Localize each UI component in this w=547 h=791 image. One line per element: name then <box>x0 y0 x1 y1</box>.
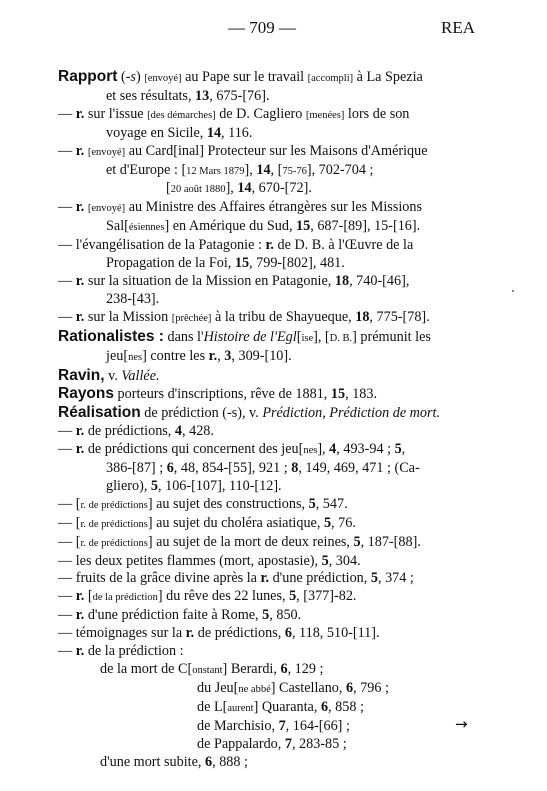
index-subitem: de L[aurent] Quaranta, 6, 858 ; <box>197 698 364 715</box>
page-header <box>0 18 547 42</box>
index-subentry: — r. sur l'issue [des démarches] de D. Cagliero [menées] lors de son voyage en Sicile, 14, 116. <box>58 105 410 141</box>
index-subitem: de Pappalardo, 7, 283-85 ; <box>197 735 347 752</box>
index-subentry: — r. [envoyé] au Card[inal] Protecteur sur les Maisons d'Amérique et d'Europe : [12 Mars 1879], 14, [75-76], 702-704 ; [20 août 1880], 14, 670-[72]. <box>58 142 428 197</box>
index-subentry: — r. [envoyé] au Ministre des Affaires étrangères sur les Missions Sal[ésiennes] en Amérique du Sud, 15, 687-[89], 15-[16]. <box>58 199 422 235</box>
index-column <box>58 68 458 771</box>
index-subentry: — [r. de prédictions] au sujet de la mort de deux reines, 5, 187-[88]. <box>58 533 421 550</box>
index-subentry: — [r. de prédictions] au sujet du choléra asiatique, 5, 76. <box>58 514 356 531</box>
index-subentry: — [r. de prédictions] au sujet des constructions, 5, 547. <box>58 495 348 512</box>
index-subentry: — r. sur la Mission [prêchée] à la tribu de Shayueque, 18, 775-[78]. <box>58 308 430 325</box>
index-entry-rapport: Rapport (-s) [envoyé] au Pape sur le travail [accompli] à La Spezia et ses résultats, 13, 675-[76]. <box>58 68 423 104</box>
index-subentry: — témoignages sur la r. de prédictions, 6, 118, 510-[11]. <box>58 625 380 642</box>
index-subitem: d'une mort subite, 6, 888 ; <box>100 753 248 770</box>
index-subitem: du Jeu[ne abbé] Castellano, 6, 796 ; <box>197 679 389 696</box>
index-entry-rayons: Rayons porteurs d'inscriptions, rêve de 1881, 15, 183. <box>58 385 378 403</box>
page-number: — 709 — <box>228 18 296 37</box>
index-subitem: de Marchisio, 7, 164-[66] ; <box>197 717 350 734</box>
index-subentry: — r. de la prédiction : <box>58 643 184 660</box>
continue-arrow-icon: → <box>455 715 468 733</box>
index-subentry: — r. [de la prédiction] du rêve des 22 lunes, 5, [377]-82. <box>58 588 357 605</box>
index-subentry: — les deux petites flammes (mort, apostasie), 5, 304. <box>58 552 361 569</box>
running-head: REA <box>441 18 475 37</box>
index-entry-rationalistes: Rationalistes : dans l'Histoire de l'Egl[ise], [D. B.] prémunit les jeu[nes] contre les r., 3, 309-[10]. <box>58 327 431 364</box>
index-entry-ravin: Ravin, v. Vallée. <box>58 366 160 384</box>
index-subentry: — r. sur la situation de la Mission en Patagonie, 18, 740-[46], 238-[43]. <box>58 272 410 307</box>
index-subentry: — fruits de la grâce divine après la r. d'une prédiction, 5, 374 ; <box>58 570 414 587</box>
index-subentry: — l'évangélisation de la Patagonie : r. de D. B. à l'Œuvre de la Propagation de la Foi, 15, 799-[802], 481. <box>58 237 414 272</box>
speck <box>512 290 514 292</box>
index-subentry: — r. d'une prédiction faite à Rome, 5, 850. <box>58 607 302 624</box>
index-subentry: — r. de prédictions qui concernent des jeu[nes], 4, 493-94 ; 5, 386-[87] ; 6, 48, 854-[55], 921 ; 8, 149, 469, 471 ; (Ca- gliero), 5, 106-[107], 110-[12]. <box>58 441 420 494</box>
index-subentry: — r. de prédictions, 4, 428. <box>58 423 214 440</box>
index-subitem: de la mort de C[onstant] Berardi, 6, 129 ; <box>100 661 324 677</box>
index-entry-realisation: Réalisation de prédiction (-s), v. Prédiction, Prédiction de mort. <box>58 404 441 422</box>
